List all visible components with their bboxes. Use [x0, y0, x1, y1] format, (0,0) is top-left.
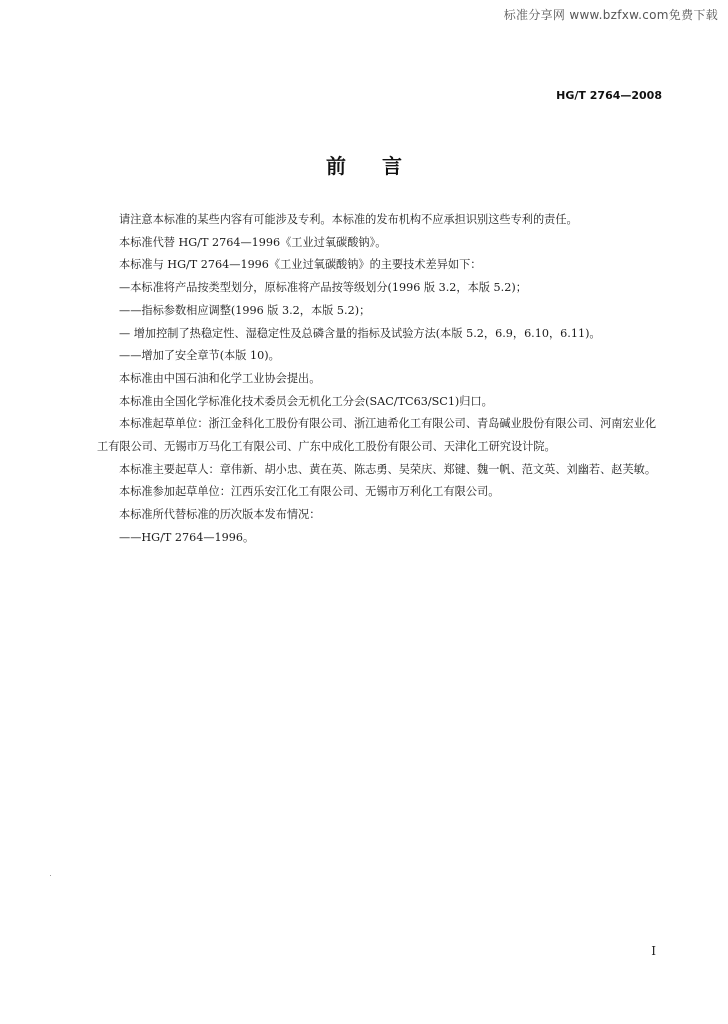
paragraph-proposed-by: 本标准由中国石油和化学工业协会提出。	[119, 371, 321, 385]
paragraph-patent-notice: 请注意本标准的某些内容有可能涉及专利。本标准的发布机构不应承担识别这些专利的责任。	[119, 213, 578, 226]
paragraph-managed-by: 本标准由全国化学标准化技术委员会无机化工分会(SAC/TC63/SC1)归口。	[119, 394, 493, 408]
watermark-text: 标准分享网 www.bzfxw.com免费下载	[503, 8, 718, 22]
page-number: I	[651, 944, 656, 958]
paragraph-drafters: 本标准主要起草人：章伟新、胡小忠、黄在英、陈志勇、吴荣庆、郑键、魏一帆、范文英、刘幽若、赵芙敏。	[119, 462, 657, 476]
paragraph-drafting-units: 本标准起草单位：浙江金科化工股份有限公司、浙江迪希化工有限公司、青岛碱业股份有限公司、河南宏业化工有限公司、无锡市万马化工有限公司、广东中成化工股份有限公司、天津化工研究设计院。	[97, 417, 657, 454]
paragraph-participating-units: 本标准参加起草单位：江西乐安江化工有限公司、无锡市万利化工有限公司。	[119, 485, 500, 499]
paragraph-history-intro: 本标准所代替标准的历次版本发布情况：	[119, 508, 321, 522]
list-item-difference-2: ——指标参数相应调整(1996 版 3.2，本版 5.2)；	[119, 303, 371, 317]
page-title: 前言	[326, 154, 438, 178]
paragraph-differences-intro: 本标准与 HG/T 2764—1996《工业过氧碳酸钠》的主要技术差异如下：	[119, 258, 482, 272]
scan-speck	[50, 875, 51, 876]
list-item-difference-1: —本标准将产品按类型划分，原标准将产品按等级划分(1996 版 3.2，本版 5.2)；	[119, 281, 527, 295]
list-item-history-1: ——HG/T 2764—1996。	[119, 530, 255, 544]
paragraph-replaces: 本标准代替 HG/T 2764—1996《工业过氧碳酸钠》。	[119, 235, 387, 249]
list-item-difference-3: — 增加控制了热稳定性、湿稳定性及总磷含量的指标及试验方法(本版 5.2，6.9，6.10，6.11)。	[119, 326, 601, 340]
standard-code: HG/T 2764—2008	[556, 89, 662, 102]
foreword-body	[97, 209, 663, 550]
list-item-difference-4: ——增加了安全章节(本版 10)。	[119, 349, 280, 363]
